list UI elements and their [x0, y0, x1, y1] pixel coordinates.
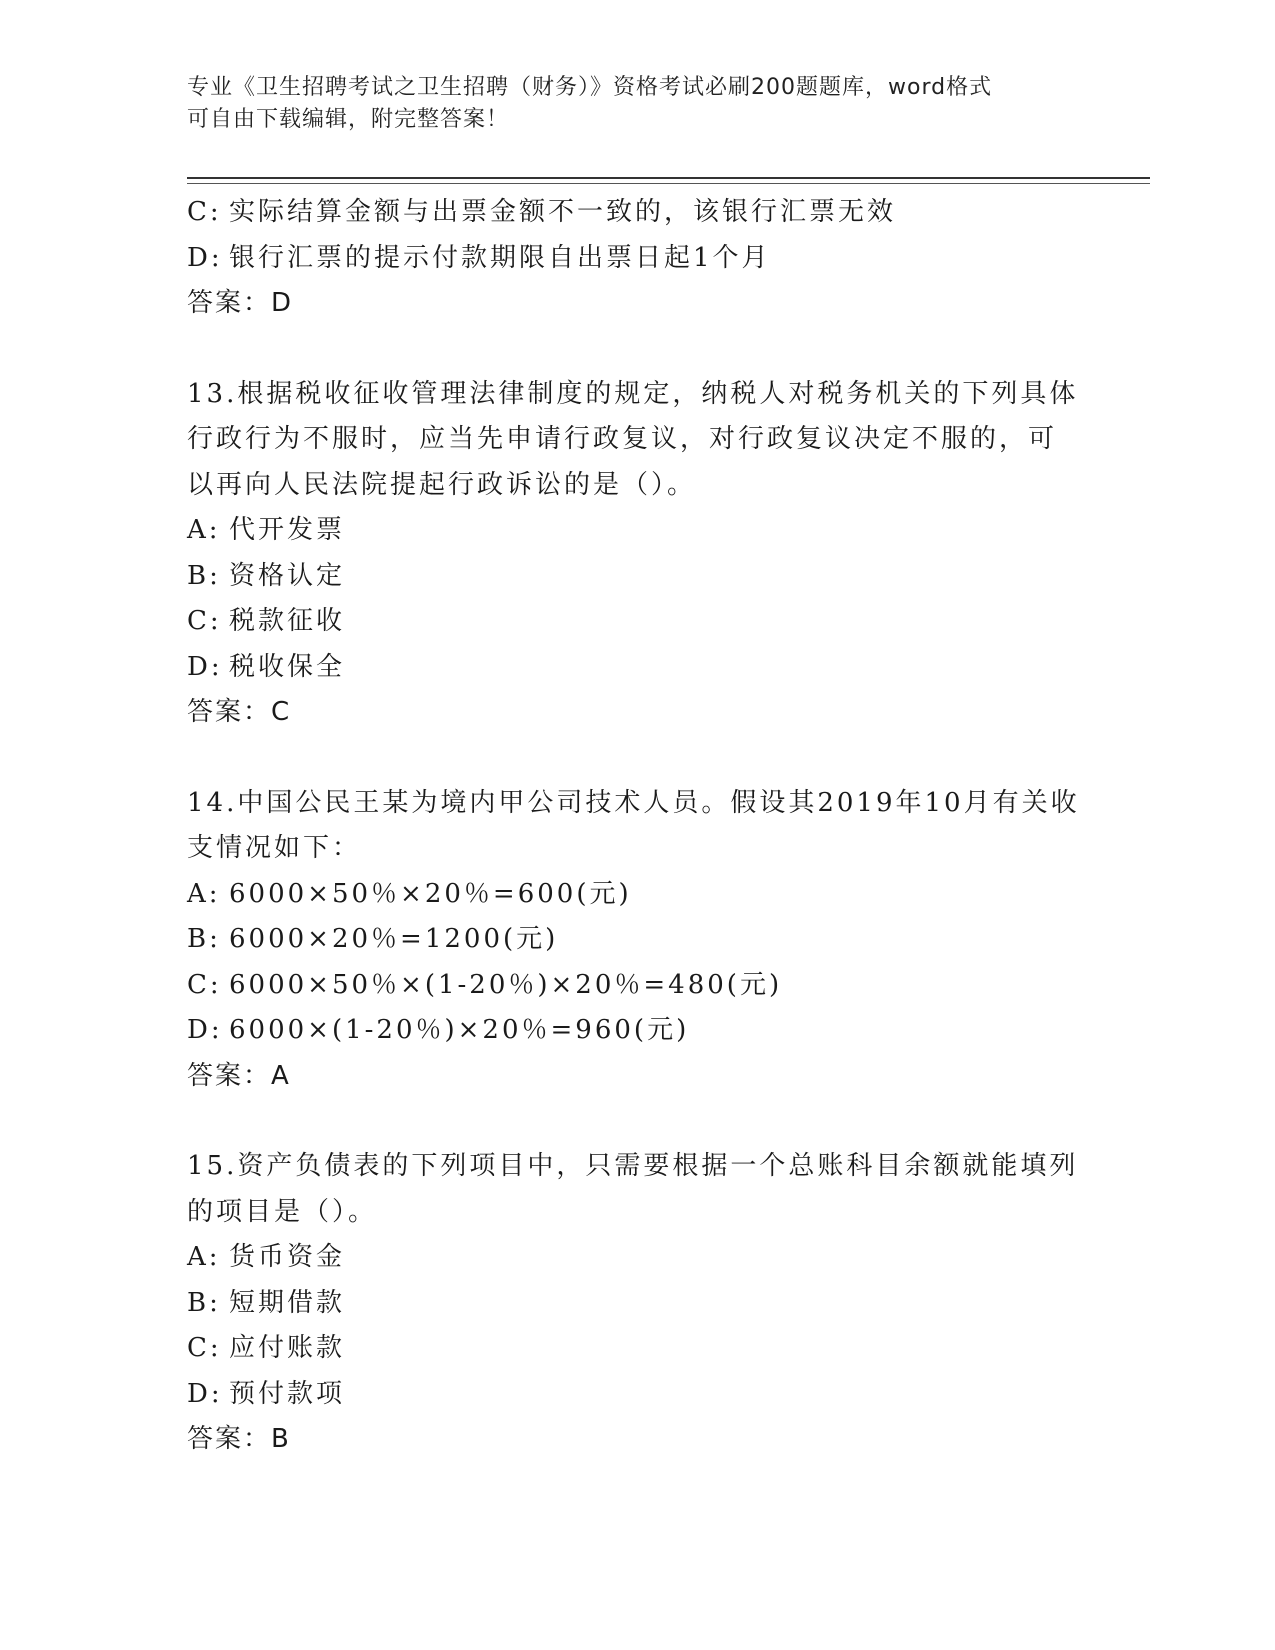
option-letter: B: [187, 1287, 221, 1318]
option-letter: A: [187, 878, 221, 909]
option-a [187, 508, 1087, 554]
option-d [187, 236, 1087, 282]
option-c [187, 963, 1087, 1009]
question-text-line: 13.根据税收征收管理法律制度的规定，纳税人对税务机关的下列具体 [187, 378, 1079, 409]
option-b [187, 1281, 1087, 1327]
answer-line: 答案：C [187, 697, 292, 727]
option-b [187, 917, 1087, 963]
option-letter: D: [187, 242, 223, 273]
question-content [187, 190, 1087, 1463]
option-text: 6000×20％=1200(元) [229, 924, 559, 954]
option-c [187, 190, 1087, 236]
option-letter: C: [187, 606, 222, 636]
header-divider-thin [187, 183, 1150, 184]
prev-question-block [187, 190, 1087, 327]
header-line-2: 可自由下载编辑，附完整答案！ [187, 107, 510, 132]
option-text: 税款征收 [229, 606, 346, 636]
header-line-1: 专业《卫生招聘考试之卫生招聘（财务）》资格考试必刷200题题库，word格式 [187, 75, 993, 100]
question-15-block [187, 1144, 1087, 1463]
option-letter: B: [187, 924, 221, 954]
question-text-line: 的项目是（）。 [187, 1196, 378, 1227]
document-header [187, 72, 1067, 136]
question-13-block [187, 372, 1087, 736]
option-text: 应付账款 [229, 1333, 346, 1363]
question-text-line: 行政行为不服时，应当先申请行政复议，对行政复议决定不服的，可 [187, 424, 1058, 454]
answer-line: 答案：A [187, 1060, 291, 1091]
option-letter: D: [187, 1378, 223, 1409]
question-text-line: 以再向人民法院提起行政诉讼的是（）。 [187, 469, 697, 500]
option-letter: C: [187, 197, 222, 227]
option-d [187, 1372, 1087, 1418]
option-d [187, 645, 1087, 691]
option-b [187, 554, 1087, 600]
question-text-line: 支情况如下： [187, 833, 362, 863]
question-14-block [187, 781, 1087, 1100]
option-text: 短期借款 [229, 1287, 346, 1318]
option-letter: D: [187, 1015, 223, 1045]
option-text: 税收保全 [229, 651, 346, 682]
question-text-line: 14.中国公民王某为境内甲公司技术人员。假设其2019年10月有关收 [187, 787, 1080, 818]
option-c [187, 599, 1087, 645]
option-text: 6000×50％×(1-20％)×20％=480(元) [229, 969, 783, 1000]
answer-line: 答案：D [187, 288, 294, 318]
option-letter: A: [187, 1242, 221, 1272]
option-text: 货币资金 [229, 1242, 346, 1272]
option-text: 6000×(1-20％)×20％=960(元) [229, 1015, 690, 1045]
option-text: 预付款项 [229, 1378, 346, 1409]
option-letter: B: [187, 560, 221, 591]
option-text: 银行汇票的提示付款期限自出票日起1个月 [229, 242, 771, 273]
option-text: 资格认定 [229, 560, 346, 591]
option-d [187, 1008, 1087, 1054]
option-text: 代开发票 [229, 515, 346, 545]
answer-line: 答案：B [187, 1424, 291, 1454]
question-text-line: 15.资产负债表的下列项目中，只需要根据一个总账科目余额就能填列 [187, 1151, 1079, 1181]
option-a [187, 872, 1087, 918]
option-c [187, 1326, 1087, 1372]
option-letter: A: [187, 515, 221, 545]
option-letter: C: [187, 1333, 222, 1363]
option-a [187, 1235, 1087, 1281]
option-text: 6000×50％×20％=600(元) [229, 878, 632, 909]
option-text: 实际结算金额与出票金额不一致的，该银行汇票无效 [229, 197, 897, 227]
option-letter: D: [187, 651, 223, 682]
header-divider-thick [187, 177, 1150, 179]
option-letter: C: [187, 969, 222, 1000]
